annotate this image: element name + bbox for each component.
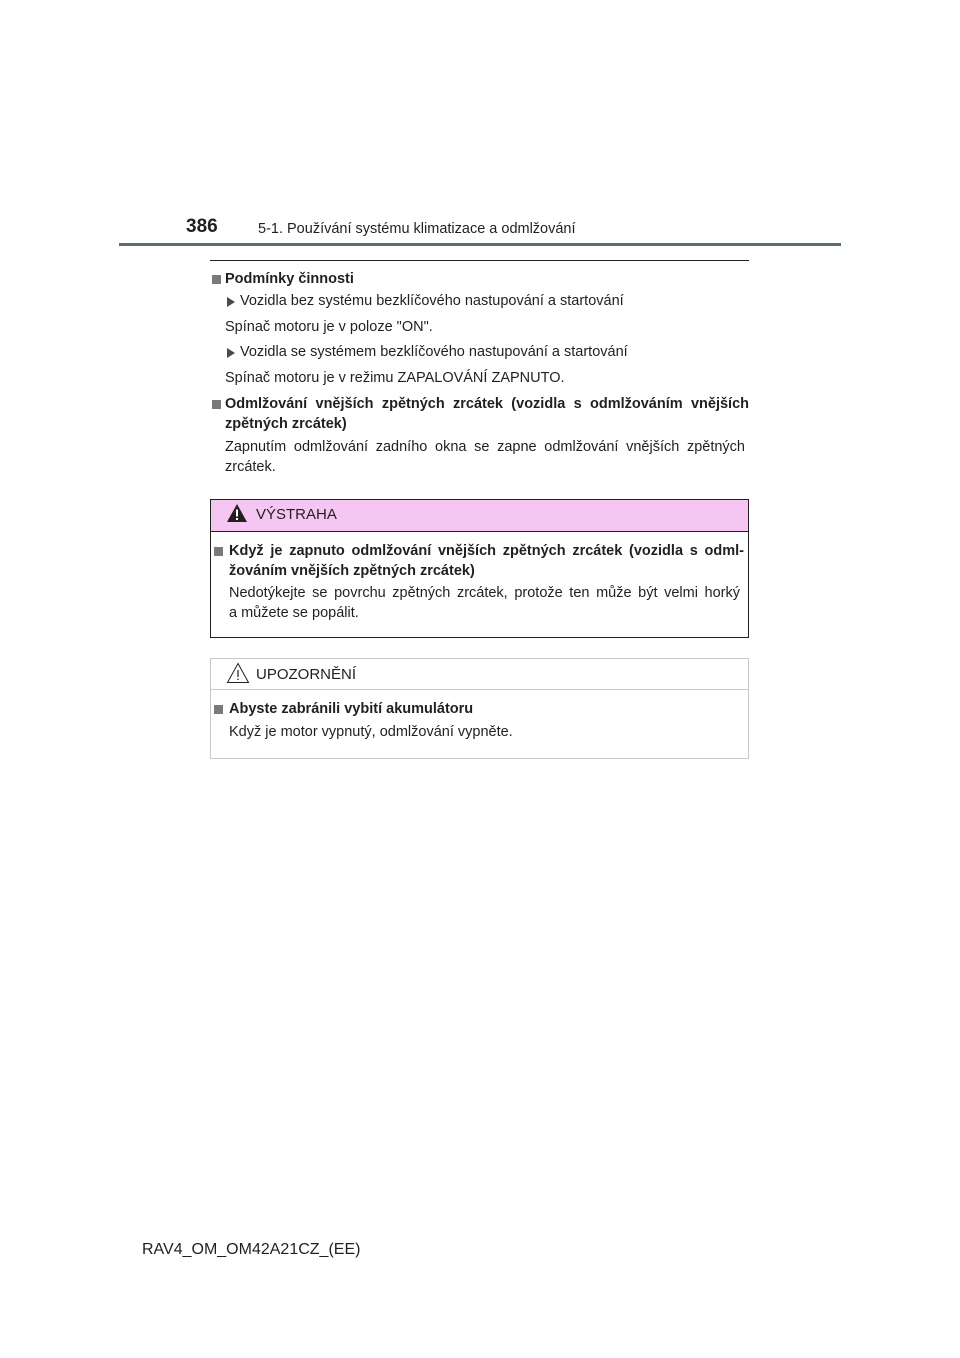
caution-title: UPOZORNĚNÍ [256, 666, 357, 683]
page-number: 386 [186, 216, 218, 237]
chapter-title: 5-1. Používání systému klimatizace a odmlžování [258, 221, 576, 237]
caution-triangle-icon [226, 662, 250, 684]
warning-text-line2: a můžete se popálit. [229, 605, 359, 621]
square-bullet-icon [214, 547, 223, 556]
section-heading-mirror-defogger-line1: Odmlžování vnějších zpětných zrcátek (vozidla s odmlžováním vnějších [225, 396, 749, 412]
square-bullet-icon [212, 275, 221, 284]
warning-heading-line1: Když je zapnuto odmlžování vnějších zpětných zrcátek (vozidla s odml- [229, 543, 744, 559]
section-heading-mirror-defogger-line2: zpětných zrcátek) [225, 416, 347, 432]
section-text-mirror-defogger-line1: Zapnutím odmlžování zadního okna se zapne odmlžování vnějších zpětných [225, 439, 745, 455]
document-code: RAV4_OM_OM42A21CZ_(EE) [142, 1241, 361, 1258]
warning-title: VÝSTRAHA [256, 506, 337, 523]
square-bullet-icon [212, 400, 221, 409]
section-heading-operating-conditions: Podmínky činnosti [225, 271, 354, 287]
triangle-bullet-icon [227, 348, 235, 358]
caution-header [211, 659, 748, 690]
section-text-mirror-defogger-line2: zrcátek. [225, 459, 276, 475]
square-bullet-icon [214, 705, 223, 714]
header-rule [119, 243, 841, 246]
section-rule [210, 260, 749, 261]
warning-text-line1: Nedotýkejte se povrchu zpětných zrcátek, protože ten může být velmi horký [229, 585, 740, 601]
warning-box [210, 499, 749, 638]
sub-item-text-with-keyless: Spínač motoru je v režimu ZAPALOVÁNÍ ZAPNUTO. [225, 370, 565, 386]
caution-box [210, 658, 749, 759]
warning-heading-line2: žováním vnějších zpětných zrcátek) [229, 563, 475, 579]
caution-text: Když je motor vypnutý, odmlžování vypněte. [229, 724, 513, 740]
sub-item-label-without-keyless: Vozidla bez systému bezklíčového nastupování a startování [240, 293, 624, 309]
caution-heading: Abyste zabránili vybití akumulátoru [229, 701, 474, 717]
sub-item-label-with-keyless: Vozidla se systémem bezklíčového nastupování a startování [240, 344, 628, 360]
sub-item-text-without-keyless: Spínač motoru je v poloze "ON". [225, 319, 433, 335]
triangle-bullet-icon [227, 297, 235, 307]
warning-triangle-icon [226, 503, 248, 523]
warning-header [211, 500, 748, 532]
